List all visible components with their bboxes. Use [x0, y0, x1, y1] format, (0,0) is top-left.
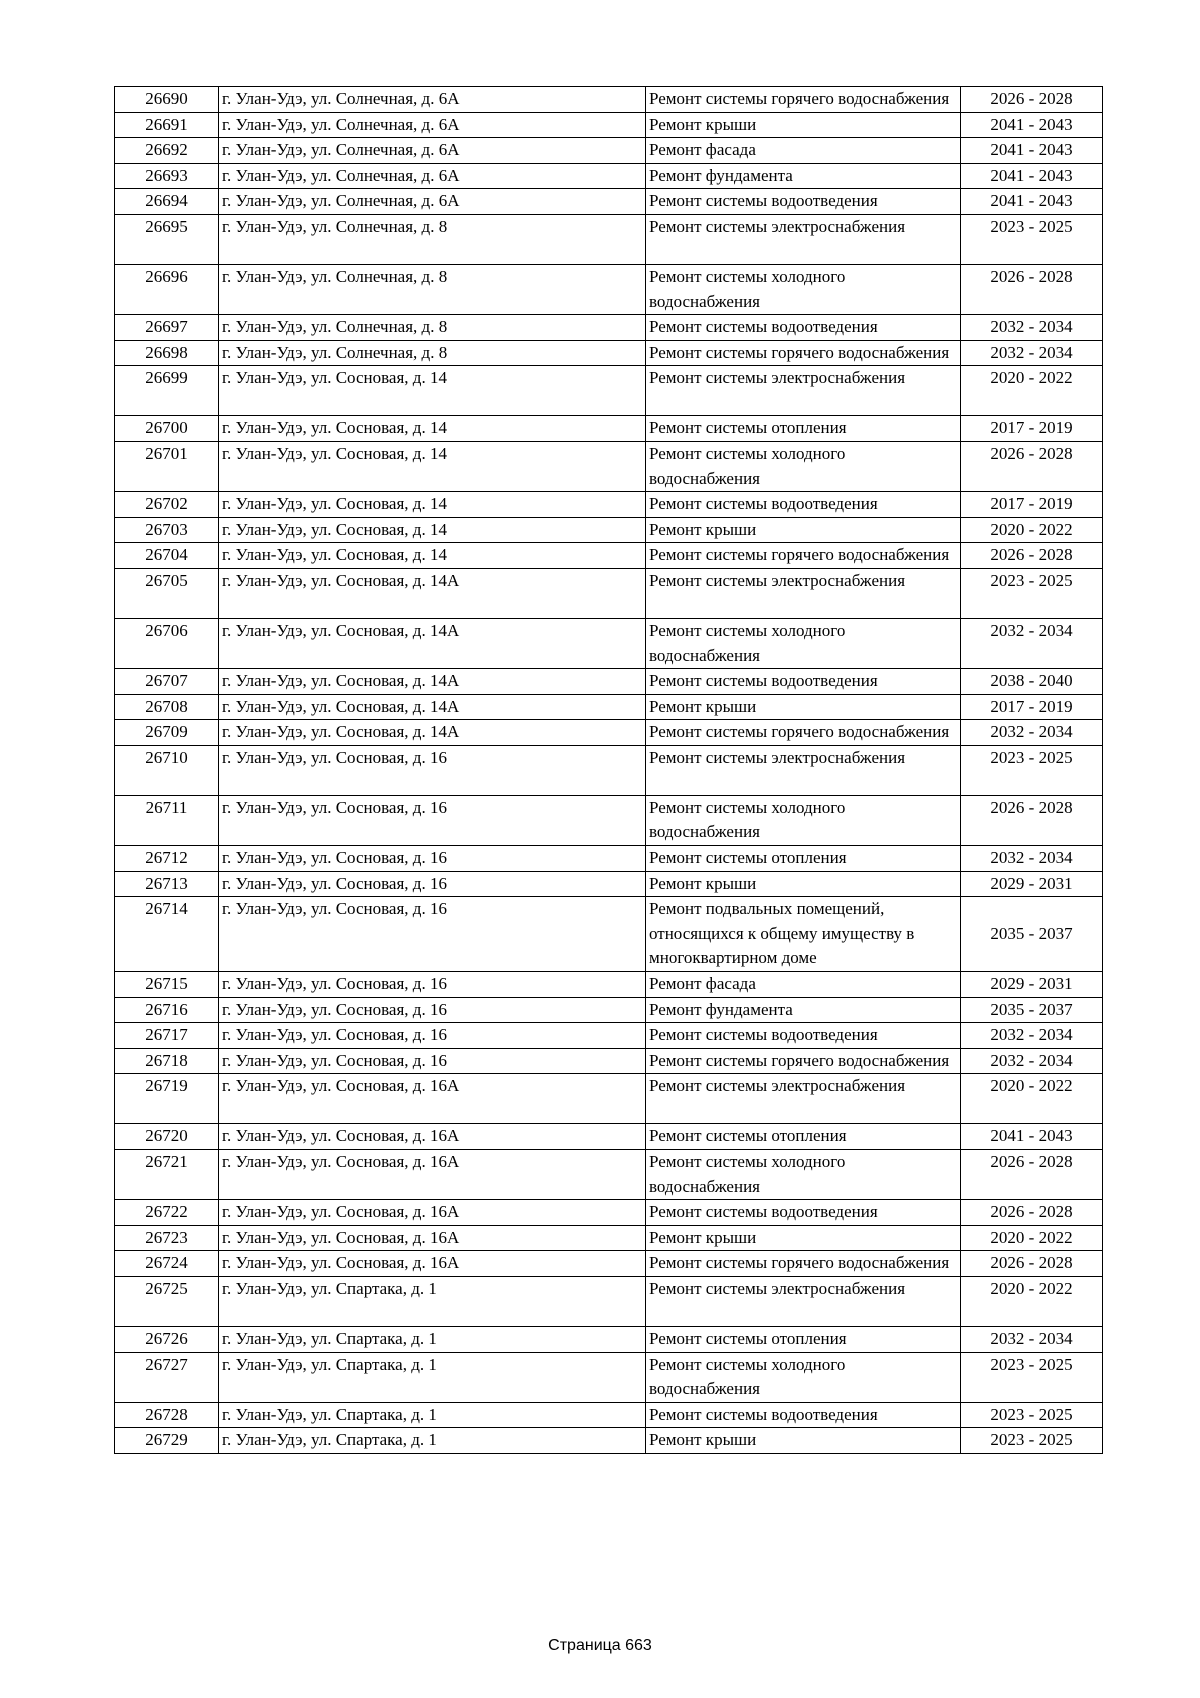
address-cell: г. Улан-Удэ, ул. Сосновая, д. 14А: [219, 694, 646, 720]
work-type-cell: Ремонт системы водоотведения: [646, 315, 961, 341]
period-cell: 2032 - 2034: [961, 618, 1103, 668]
address-cell: г. Улан-Удэ, ул. Сосновая, д. 16: [219, 1023, 646, 1049]
period-cell: 2023 - 2025: [961, 214, 1103, 264]
work-type-cell: Ремонт системы отопления: [646, 846, 961, 872]
period-cell: 2026 - 2028: [961, 543, 1103, 569]
work-type-cell: Ремонт системы холодного водоснабжения: [646, 795, 961, 845]
period-cell: 2026 - 2028: [961, 1150, 1103, 1200]
work-type-cell: Ремонт системы горячего водоснабжения: [646, 87, 961, 113]
address-cell: г. Улан-Удэ, ул. Сосновая, д. 14: [219, 441, 646, 491]
table-row: [115, 1326, 1103, 1352]
address-cell: г. Улан-Удэ, ул. Солнечная, д. 8: [219, 340, 646, 366]
work-type-cell: Ремонт системы электроснабжения: [646, 1276, 961, 1326]
row-number-cell: 26716: [115, 997, 219, 1023]
work-type-cell: Ремонт крыши: [646, 694, 961, 720]
table-row: [115, 568, 1103, 618]
row-number-cell: 26717: [115, 1023, 219, 1049]
work-type-cell: Ремонт системы водоотведения: [646, 669, 961, 695]
address-cell: г. Улан-Удэ, ул. Сосновая, д. 16: [219, 897, 646, 972]
row-number-cell: 26701: [115, 441, 219, 491]
row-number-cell: 26721: [115, 1150, 219, 1200]
row-number-cell: 26728: [115, 1402, 219, 1428]
work-type-cell: Ремонт системы водоотведения: [646, 189, 961, 215]
work-type-cell: Ремонт системы горячего водоснабжения: [646, 720, 961, 746]
work-type-cell: Ремонт крыши: [646, 517, 961, 543]
table-row: [115, 441, 1103, 491]
address-cell: г. Улан-Удэ, ул. Сосновая, д. 16: [219, 846, 646, 872]
table-row: [115, 897, 1103, 972]
row-number-cell: 26691: [115, 112, 219, 138]
row-number-cell: 26709: [115, 720, 219, 746]
row-number-cell: 26714: [115, 897, 219, 972]
table-row: [115, 1124, 1103, 1150]
row-number-cell: 26708: [115, 694, 219, 720]
work-type-cell: Ремонт системы отопления: [646, 1326, 961, 1352]
table-row: [115, 1023, 1103, 1049]
work-type-cell: Ремонт системы электроснабжения: [646, 366, 961, 416]
table-row: [115, 1150, 1103, 1200]
table-row: [115, 795, 1103, 845]
address-cell: г. Улан-Удэ, ул. Сосновая, д. 14: [219, 416, 646, 442]
address-cell: г. Улан-Удэ, ул. Сосновая, д. 16А: [219, 1074, 646, 1124]
period-cell: 2032 - 2034: [961, 340, 1103, 366]
row-number-cell: 26729: [115, 1428, 219, 1454]
row-number-cell: 26704: [115, 543, 219, 569]
address-cell: г. Улан-Удэ, ул. Спартака, д. 1: [219, 1326, 646, 1352]
address-cell: г. Улан-Удэ, ул. Сосновая, д. 16А: [219, 1124, 646, 1150]
period-cell: 2026 - 2028: [961, 441, 1103, 491]
row-number-cell: 26697: [115, 315, 219, 341]
period-cell: 2032 - 2034: [961, 720, 1103, 746]
address-cell: г. Улан-Удэ, ул. Сосновая, д. 16: [219, 745, 646, 795]
table-row: [115, 1225, 1103, 1251]
row-number-cell: 26727: [115, 1352, 219, 1402]
row-number-cell: 26698: [115, 340, 219, 366]
table-row: [115, 694, 1103, 720]
address-cell: г. Улан-Удэ, ул. Сосновая, д. 14А: [219, 568, 646, 618]
work-type-cell: Ремонт системы электроснабжения: [646, 1074, 961, 1124]
address-cell: г. Улан-Удэ, ул. Солнечная, д. 6А: [219, 87, 646, 113]
period-cell: 2023 - 2025: [961, 1402, 1103, 1428]
period-cell: 2032 - 2034: [961, 1326, 1103, 1352]
row-number-cell: 26718: [115, 1048, 219, 1074]
address-cell: г. Улан-Удэ, ул. Сосновая, д. 16А: [219, 1150, 646, 1200]
table-row: [115, 366, 1103, 416]
table-row: [115, 189, 1103, 215]
row-number-cell: 26696: [115, 264, 219, 314]
row-number-cell: 26719: [115, 1074, 219, 1124]
address-cell: г. Улан-Удэ, ул. Сосновая, д. 14: [219, 543, 646, 569]
repair-schedule-table: [114, 86, 1103, 1454]
work-type-cell: Ремонт крыши: [646, 112, 961, 138]
address-cell: г. Улан-Удэ, ул. Сосновая, д. 14А: [219, 618, 646, 668]
row-number-cell: 26699: [115, 366, 219, 416]
work-type-cell: Ремонт системы холодного водоснабжения: [646, 441, 961, 491]
table-row: [115, 1251, 1103, 1277]
period-cell: 2032 - 2034: [961, 1023, 1103, 1049]
period-cell: 2020 - 2022: [961, 517, 1103, 543]
table-row: [115, 112, 1103, 138]
address-cell: г. Улан-Удэ, ул. Солнечная, д. 8: [219, 315, 646, 341]
row-number-cell: 26720: [115, 1124, 219, 1150]
period-cell: 2041 - 2043: [961, 189, 1103, 215]
table-row: [115, 214, 1103, 264]
page-number: Страница 663: [548, 1637, 652, 1654]
work-type-cell: Ремонт крыши: [646, 1428, 961, 1454]
table-row: [115, 1048, 1103, 1074]
address-cell: г. Улан-Удэ, ул. Спартака, д. 1: [219, 1428, 646, 1454]
row-number-cell: 26712: [115, 846, 219, 872]
table-row: [115, 720, 1103, 746]
period-cell: 2041 - 2043: [961, 112, 1103, 138]
table-row: [115, 543, 1103, 569]
period-cell: 2017 - 2019: [961, 492, 1103, 518]
table-row: [115, 618, 1103, 668]
address-cell: г. Улан-Удэ, ул. Спартака, д. 1: [219, 1276, 646, 1326]
work-type-cell: Ремонт системы водоотведения: [646, 1200, 961, 1226]
table-row: [115, 163, 1103, 189]
work-type-cell: Ремонт системы водоотведения: [646, 1402, 961, 1428]
period-cell: 2017 - 2019: [961, 694, 1103, 720]
address-cell: г. Улан-Удэ, ул. Сосновая, д. 16А: [219, 1200, 646, 1226]
table-row: [115, 492, 1103, 518]
work-type-cell: Ремонт фундамента: [646, 997, 961, 1023]
period-cell: 2020 - 2022: [961, 1276, 1103, 1326]
period-cell: 2026 - 2028: [961, 795, 1103, 845]
period-cell: 2020 - 2022: [961, 366, 1103, 416]
work-type-cell: Ремонт системы холодного водоснабжения: [646, 1352, 961, 1402]
row-number-cell: 26725: [115, 1276, 219, 1326]
row-number-cell: 26693: [115, 163, 219, 189]
row-number-cell: 26706: [115, 618, 219, 668]
row-number-cell: 26703: [115, 517, 219, 543]
period-cell: 2035 - 2037: [961, 897, 1103, 972]
address-cell: г. Улан-Удэ, ул. Сосновая, д. 14А: [219, 669, 646, 695]
work-type-cell: Ремонт фундамента: [646, 163, 961, 189]
work-type-cell: Ремонт подвальных помещений, относящихся к общему имуществу в многоквартирном доме: [646, 897, 961, 972]
period-cell: 2023 - 2025: [961, 1428, 1103, 1454]
work-type-cell: Ремонт фасада: [646, 138, 961, 164]
row-number-cell: 26722: [115, 1200, 219, 1226]
address-cell: г. Улан-Удэ, ул. Сосновая, д. 16: [219, 997, 646, 1023]
address-cell: г. Улан-Удэ, ул. Солнечная, д. 6А: [219, 112, 646, 138]
period-cell: 2032 - 2034: [961, 1048, 1103, 1074]
address-cell: г. Улан-Удэ, ул. Сосновая, д. 14: [219, 366, 646, 416]
address-cell: г. Улан-Удэ, ул. Сосновая, д. 14А: [219, 720, 646, 746]
row-number-cell: 26710: [115, 745, 219, 795]
address-cell: г. Улан-Удэ, ул. Солнечная, д. 6А: [219, 189, 646, 215]
row-number-cell: 26700: [115, 416, 219, 442]
period-cell: 2026 - 2028: [961, 264, 1103, 314]
work-type-cell: Ремонт системы отопления: [646, 416, 961, 442]
table-row: [115, 669, 1103, 695]
address-cell: г. Улан-Удэ, ул. Солнечная, д. 6А: [219, 163, 646, 189]
period-cell: 2026 - 2028: [961, 1200, 1103, 1226]
table-row: [115, 1074, 1103, 1124]
address-cell: г. Улан-Удэ, ул. Сосновая, д. 16: [219, 871, 646, 897]
work-type-cell: Ремонт системы холодного водоснабжения: [646, 618, 961, 668]
table-row: [115, 1276, 1103, 1326]
work-type-cell: Ремонт системы электроснабжения: [646, 214, 961, 264]
work-type-cell: Ремонт системы водоотведения: [646, 492, 961, 518]
work-type-cell: Ремонт системы электроснабжения: [646, 745, 961, 795]
period-cell: 2041 - 2043: [961, 163, 1103, 189]
work-type-cell: Ремонт системы водоотведения: [646, 1023, 961, 1049]
row-number-cell: 26711: [115, 795, 219, 845]
table-row: [115, 972, 1103, 998]
period-cell: 2026 - 2028: [961, 87, 1103, 113]
address-cell: г. Улан-Удэ, ул. Солнечная, д. 8: [219, 264, 646, 314]
work-type-cell: Ремонт фасада: [646, 972, 961, 998]
row-number-cell: 26702: [115, 492, 219, 518]
table-row: [115, 745, 1103, 795]
period-cell: 2020 - 2022: [961, 1074, 1103, 1124]
period-cell: 2041 - 2043: [961, 138, 1103, 164]
work-type-cell: Ремонт крыши: [646, 1225, 961, 1251]
row-number-cell: 26726: [115, 1326, 219, 1352]
period-cell: 2026 - 2028: [961, 1251, 1103, 1277]
address-cell: г. Улан-Удэ, ул. Сосновая, д. 16А: [219, 1225, 646, 1251]
period-cell: 2032 - 2034: [961, 315, 1103, 341]
address-cell: г. Улан-Удэ, ул. Спартака, д. 1: [219, 1352, 646, 1402]
table-row: [115, 264, 1103, 314]
table-row: [115, 1352, 1103, 1402]
row-number-cell: 26713: [115, 871, 219, 897]
address-cell: г. Улан-Удэ, ул. Сосновая, д. 14: [219, 517, 646, 543]
period-cell: 2023 - 2025: [961, 745, 1103, 795]
row-number-cell: 26715: [115, 972, 219, 998]
work-type-cell: Ремонт системы отопления: [646, 1124, 961, 1150]
row-number-cell: 26723: [115, 1225, 219, 1251]
address-cell: г. Улан-Удэ, ул. Солнечная, д. 8: [219, 214, 646, 264]
period-cell: 2035 - 2037: [961, 997, 1103, 1023]
table-row: [115, 997, 1103, 1023]
address-cell: г. Улан-Удэ, ул. Сосновая, д. 16: [219, 1048, 646, 1074]
period-cell: 2029 - 2031: [961, 972, 1103, 998]
row-number-cell: 26724: [115, 1251, 219, 1277]
table-row: [115, 315, 1103, 341]
address-cell: г. Улан-Удэ, ул. Солнечная, д. 6А: [219, 138, 646, 164]
address-cell: г. Улан-Удэ, ул. Сосновая, д. 14: [219, 492, 646, 518]
table-row: [115, 846, 1103, 872]
address-cell: г. Улан-Удэ, ул. Сосновая, д. 16: [219, 972, 646, 998]
table-row: [115, 1402, 1103, 1428]
table-row: [115, 416, 1103, 442]
table-row: [115, 1428, 1103, 1454]
address-cell: г. Улан-Удэ, ул. Спартака, д. 1: [219, 1402, 646, 1428]
period-cell: 2020 - 2022: [961, 1225, 1103, 1251]
work-type-cell: Ремонт крыши: [646, 871, 961, 897]
row-number-cell: 26690: [115, 87, 219, 113]
work-type-cell: Ремонт системы холодного водоснабжения: [646, 1150, 961, 1200]
table-row: [115, 87, 1103, 113]
table-row: [115, 1200, 1103, 1226]
period-cell: 2029 - 2031: [961, 871, 1103, 897]
address-cell: г. Улан-Удэ, ул. Сосновая, д. 16: [219, 795, 646, 845]
work-type-cell: Ремонт системы горячего водоснабжения: [646, 1048, 961, 1074]
table-body: [115, 87, 1103, 1454]
period-cell: 2032 - 2034: [961, 846, 1103, 872]
work-type-cell: Ремонт системы холодного водоснабжения: [646, 264, 961, 314]
period-cell: 2023 - 2025: [961, 1352, 1103, 1402]
work-type-cell: Ремонт системы горячего водоснабжения: [646, 543, 961, 569]
row-number-cell: 26705: [115, 568, 219, 618]
work-type-cell: Ремонт системы горячего водоснабжения: [646, 340, 961, 366]
table-row: [115, 138, 1103, 164]
period-cell: 2038 - 2040: [961, 669, 1103, 695]
table-row: [115, 340, 1103, 366]
address-cell: г. Улан-Удэ, ул. Сосновая, д. 16А: [219, 1251, 646, 1277]
period-cell: 2017 - 2019: [961, 416, 1103, 442]
row-number-cell: 26695: [115, 214, 219, 264]
work-type-cell: Ремонт системы электроснабжения: [646, 568, 961, 618]
table-row: [115, 517, 1103, 543]
table-row: [115, 871, 1103, 897]
period-cell: 2023 - 2025: [961, 568, 1103, 618]
row-number-cell: 26692: [115, 138, 219, 164]
row-number-cell: 26694: [115, 189, 219, 215]
row-number-cell: 26707: [115, 669, 219, 695]
period-cell: 2041 - 2043: [961, 1124, 1103, 1150]
work-type-cell: Ремонт системы горячего водоснабжения: [646, 1251, 961, 1277]
